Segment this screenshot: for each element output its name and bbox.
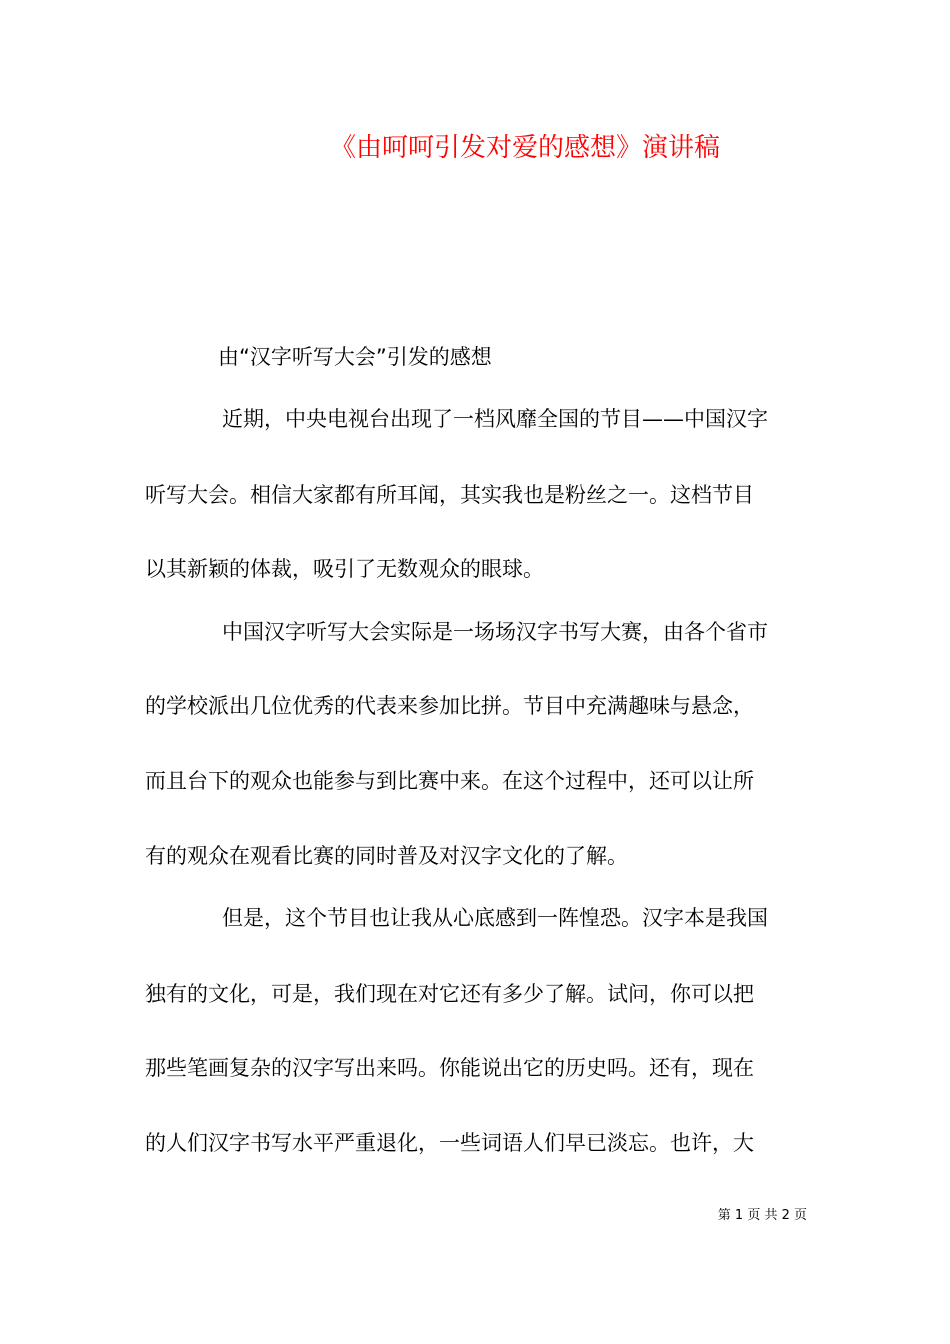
paragraph-line: 那些笔画复杂的汉字写出来吗。你能说出它的历史吗。还有，现在 xyxy=(145,1056,754,1080)
paragraph-line: 以其新颖的体裁，吸引了无数观众的眼球。 xyxy=(145,557,544,581)
paragraph-line: 而且台下的观众也能参与到比赛中来。在这个过程中，还可以让所 xyxy=(145,769,754,793)
paragraph-line: 近期，中央电视台出现了一档风靡全国的节目——中国汉字 xyxy=(222,407,768,431)
subtitle-line: 由“汉字听写大会”引发的感想 xyxy=(218,345,492,369)
paragraph-line: 的学校派出几位优秀的代表来参加比拼。节目中充满趣味与悬念， xyxy=(145,694,754,718)
paragraph-line: 有的观众在观看比赛的同时普及对汉字文化的了解。 xyxy=(145,844,628,868)
paragraph-line: 但是，这个节目也让我从心底感到一阵惶恐。汉字本是我国 xyxy=(222,906,768,930)
document-title: 《由呵呵引发对爱的感想》演讲稿 xyxy=(329,133,720,163)
paragraph-line: 听写大会。相信大家都有所耳闻，其实我也是粉丝之一。这档节目 xyxy=(145,483,754,507)
page-number-footer: 第 1 页 共 2 页 xyxy=(717,1208,807,1223)
paragraph-line: 独有的文化，可是，我们现在对它还有多少了解。试问，你可以把 xyxy=(145,982,754,1006)
paragraph-line: 中国汉字听写大会实际是一场场汉字书写大赛，由各个省市 xyxy=(222,620,768,644)
paragraph-line: 的人们汉字书写水平严重退化，一些词语人们早已淡忘。也许，大 xyxy=(145,1131,754,1155)
